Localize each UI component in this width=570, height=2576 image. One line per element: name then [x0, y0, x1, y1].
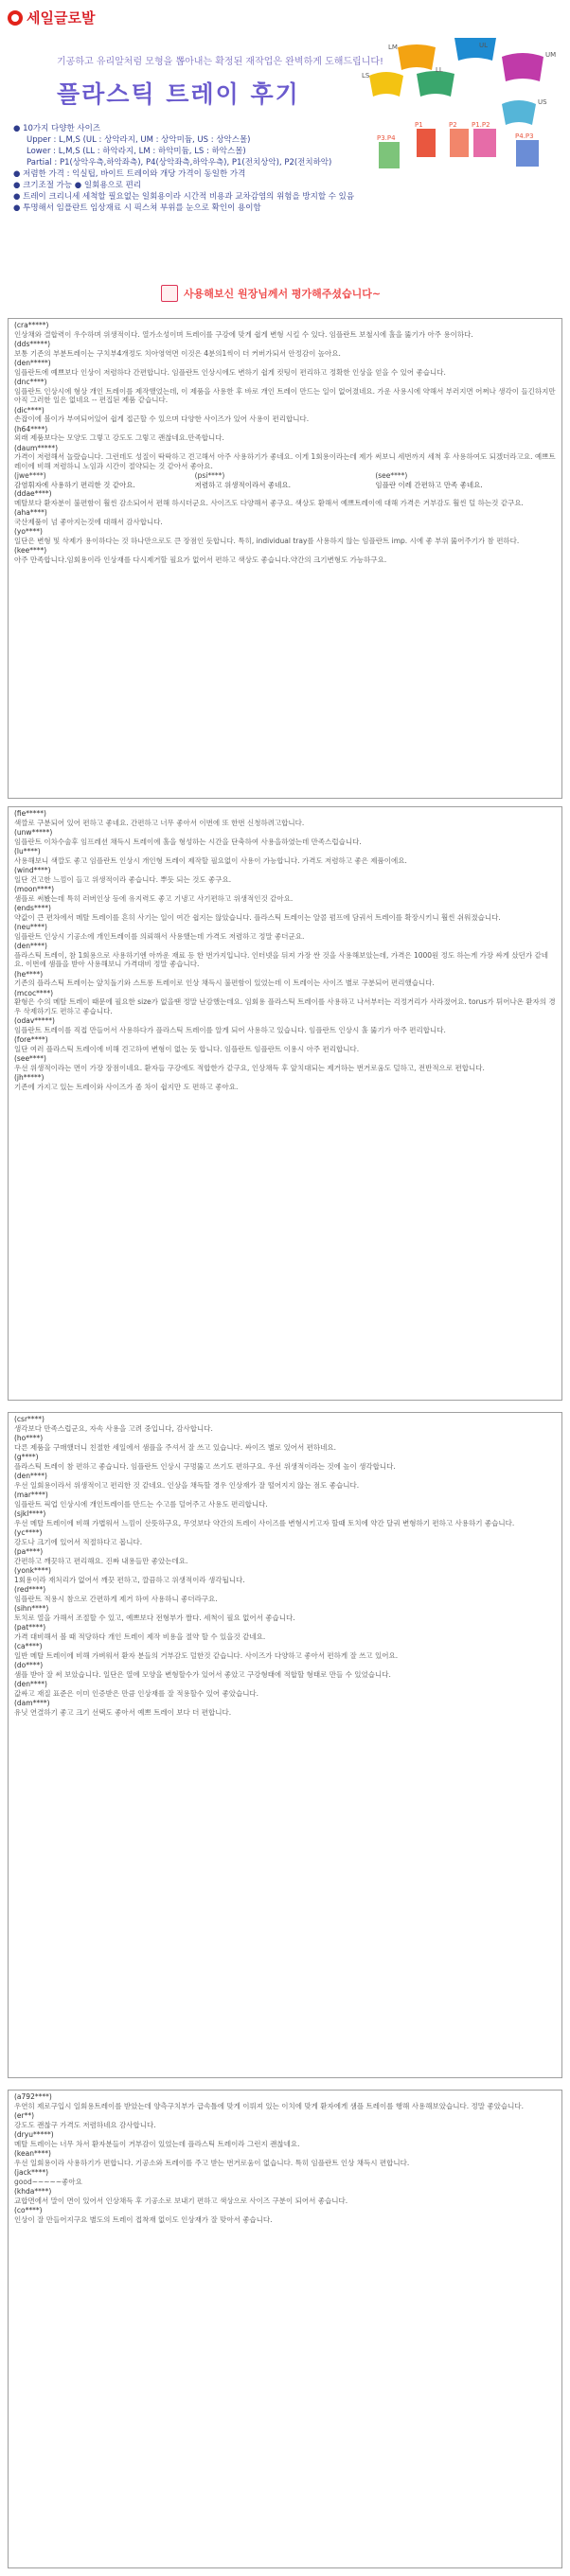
tray-p2-icon — [449, 121, 469, 157]
tray-label: UL — [479, 42, 489, 49]
review-user: (den****) — [14, 1680, 47, 1688]
review-user: (csr****) — [14, 1415, 45, 1423]
review-item — [14, 1585, 556, 1603]
review-text: 임플란트 픽업 인상시에 개인트레이를 만드는 수고를 덜어주고 사용도 편리합니다. — [14, 1499, 268, 1509]
review-user: (lu****) — [14, 847, 41, 856]
tray-p1-icon — [415, 121, 436, 157]
review-section-2 — [8, 806, 562, 1401]
review-user: (co****) — [14, 2206, 43, 2214]
review-item — [14, 2092, 556, 2110]
tray-lm-icon — [388, 44, 436, 70]
review-text: 가격이 저렴해서 놀랐습니다. 그런데도 성질이 딱딱하고 견고해서 아주 사용하기가 좋네요. 이게 1회용이라는데 제가 써보니 세번까지 세척 후 사용하여도 되겠더라고요. 예쁘트레이에 비해 저렴하니 노임과 시간이 절약되는 것 같아서 좋아요. — [14, 452, 556, 470]
review-item — [14, 2206, 556, 2224]
review-item — [14, 1509, 556, 1527]
review-user: (daum*****) — [14, 443, 59, 452]
review-item — [14, 1661, 556, 1679]
review-user: (yo****) — [14, 527, 43, 536]
review-user: (ends****) — [14, 904, 51, 912]
review-section-1 — [8, 318, 562, 799]
review-user: (ddae****) — [14, 489, 52, 498]
review-text: 임플란트 적용시 참으로 간편하게 제거 하여 사용하니 좋더라구요. — [14, 1594, 218, 1603]
feature-item: Lower : L,M,S (LL : 하악라지, LM : 하악미듐, LS : 하악스몰) — [27, 147, 246, 156]
review-item — [14, 809, 556, 827]
review-text: 외래 제품보다는 모양도 그렇고 강도도 그렇고 괜찮네요.만족합니다. — [14, 433, 224, 442]
review-row-triple — [14, 471, 556, 489]
review-text: 간편하고 깨끗하고 편리해요. 진짜 내용들만 좋았는데요. — [14, 1556, 188, 1565]
page-header — [0, 0, 570, 312]
review-user: (pa****) — [14, 1547, 44, 1556]
review-text: 교합면에서 말이 면이 있어서 인상채득 후 기공소로 보내기 편하고 색상으로 사이즈 구분이 되어서 좋습니다. — [14, 2196, 348, 2205]
tray-label: P4.P3 — [515, 132, 534, 140]
review-text: 생각보다 만족스럽군요, 자속 사용을 고려 중입니다, 감사합니다. — [14, 1423, 213, 1433]
review-item — [14, 508, 556, 526]
review-item — [14, 359, 556, 377]
review-user: (sjkl****) — [14, 1509, 46, 1518]
review-user: (wind****) — [14, 866, 51, 874]
review-user: (pat****) — [14, 1623, 46, 1632]
review-item — [14, 378, 556, 405]
tray-label: P1.P2 — [472, 121, 490, 129]
review-text: 가격 대비해서 볼 때 적당하다 개인 트레이 제작 비용을 절약 할 수 있을것 같네요. — [14, 1632, 266, 1641]
review-item — [14, 828, 556, 846]
review-user: (jwe****) — [14, 471, 46, 480]
review-user: (kee****) — [14, 546, 47, 555]
review-user: (den****) — [14, 1472, 47, 1480]
review-item — [14, 489, 556, 507]
review-section-4 — [8, 2090, 562, 2568]
review-text: 저렴하고 위생적이라서 좋네요. — [194, 480, 292, 489]
review-user: (yonk****) — [14, 1566, 51, 1575]
review-item — [14, 2130, 556, 2148]
tray-ll-icon — [417, 66, 454, 97]
review-text: 환형은 수의 메탈 트레이 때문에 필요한 size가 없을땐 정말 난감했는데요. 임회용 플라스틱 트레이를 사용하고 나서부터는 걱정거리가 사라졌어요. torus가 튀어나온 환자의 경우 삭제하기도 편하고 좋습니다. — [14, 997, 556, 1015]
tagline: 기공하고 유리알처럼 모형을 뽑아내는 확정된 재작업은 완벽하게 도해드립니다! — [57, 57, 384, 67]
review-item — [14, 1680, 556, 1698]
review-user: (dds*****) — [14, 340, 51, 348]
review-text: 우연히 제로구입시 일회용트레이를 받았는데 양측구치부가 급속틀에 맞게 이뤄져 있는 이치에 맞게 환자에게 샘플 트레이를 행해 사용해보았습니다. 정말 좋았습니다. — [14, 2101, 524, 2110]
review-item — [14, 2149, 556, 2167]
review-user: (sihn****) — [14, 1604, 49, 1613]
feature-item: Upper : L,M,S (UL : 상악라지, UM : 상악미듐, US : 상악스몰) — [27, 135, 251, 145]
review-user: (jack****) — [14, 2168, 48, 2177]
review-user: (moon****) — [14, 885, 55, 893]
review-text: 임플란트 인상시 기공소에 개인트레이를 의뢰해서 사용했는데 가격도 저렴하고 정말 좋더군요. — [14, 931, 305, 941]
review-text: 일단 건고한 느낌이 들고 위생적이라 좋습니다. 뿌듯 되는 것도 좋구요. — [14, 874, 232, 884]
review-user: (den****) — [14, 942, 47, 950]
review-text: 메탈 트레이는 너무 차서 환자분들이 거부감이 있었는데 플라스틱 트레이라 그런지 괜찮네요. — [14, 2139, 300, 2148]
review-item — [14, 1699, 556, 1717]
review-item — [14, 1054, 556, 1072]
feature-item: ● 투명해서 임플란트 임상재료 시 픽스쳐 부위를 눈으로 확인이 용이함 — [13, 203, 261, 213]
review-user: (neu****) — [14, 923, 47, 931]
review-user: (red****) — [14, 1585, 46, 1594]
review-user: (he****) — [14, 969, 44, 979]
review-user: (mcoc****) — [14, 988, 53, 997]
review-item — [14, 970, 556, 988]
tray-label: P3.P4 — [377, 134, 396, 142]
review-text: 손잡이에 볼이가 부여되어있어 쉽게 접근할 수 있으며 다양한 사이즈가 있어 사용이 편리합니다. — [14, 415, 310, 423]
review-item — [14, 2187, 556, 2205]
review-text: 우선 메탈 트레이에 비해 가볍워서 느낌이 산뜻하구요, 무엇보다 약간의 트레이 사이즈를 변형시키고자 할때 토치에 약간 달궈 변형하기 편하고 사용하기 좋습니다. — [14, 1518, 515, 1527]
review-text: 1회용이라 재처리가 없어서 깨끗 편하고, 깔끔하고 위생적이라 생각됩니다. — [14, 1575, 245, 1584]
review-user: (see****) — [14, 1054, 46, 1063]
tray-label: UM — [545, 51, 557, 59]
review-user: (jh*****) — [14, 1073, 45, 1082]
review-user: (dryu*****) — [14, 2130, 54, 2139]
review-text: 유닛 연결하기 좋고 크기 선택도 좋아서 예쁘 트레이 보다 더 편합니다. — [14, 1707, 232, 1717]
review-text: 강도도 괜찮구 가격도 저렴하네요 감사합니다. — [14, 2120, 156, 2129]
review-text: 다른 제품을 구매했더니 친절한 세일에서 샘플을 주셔서 잘 쓰고 있습니다. 싸이즈 별로 있어서 편하네요. — [14, 1442, 337, 1452]
review-item — [14, 1547, 556, 1565]
review-item — [14, 885, 556, 903]
review-text: 기존의 플라스틱 트레이는 앞치돌기와 스트롱 트레이로 인상 채득시 불편함이 있었는데 이 트레이는 사이즈 별로 구분되어 편리했습니다. — [14, 979, 435, 987]
review-text: 색깔로 구분되어 있어 편하고 좋네요. 간편하고 너무 좋아서 이번에 또 한번 신청하려고합니다. — [14, 818, 305, 827]
review-text: 플라스틱 트레이 참 편하고 좋습니다. 임플란트 인상시 구멍뚫고 쓰기도 편하구요. 우선 위생적이라는 것에 높이 생각합니다. — [14, 1461, 396, 1471]
review-text: 일단 여러 플라스틱 트레이에 비해 견고하여 변형이 없는 듯 합니다. 임플란트 임플란트 이용시 아주 편리합니다. — [14, 1044, 360, 1053]
review-text: 인상이 잘 만들어지구요 별도의 트레이 접착재 없이도 인상재가 잘 맞아서 좋습니다. — [14, 2214, 273, 2224]
review-section-3 — [8, 1412, 562, 2078]
review-item — [14, 989, 556, 1016]
review-item — [14, 471, 195, 489]
feature-item: ● 크기조절 가능 ● 일회용으로 편리 — [13, 181, 142, 190]
review-text: 강도나 크기에 있어서 적절하다고 봅니다. — [14, 1537, 143, 1546]
review-text: 임플란트 이차수술후 임프레션 채득시 트레이에 홀을 형성하는 시간을 단축하여 사용을하였는데 만족스럽습니다. — [14, 837, 362, 846]
review-text: 임플란트 인상시에 형상 개인 트레이를 제작했었는데, 이 제품을 사용한 후 바로 개인 트레이 만드는 일이 없어졌네요. 가운 사용시에 약해서 부러지면 어쩌나 생각이 들긴하지만 아직 그러한 일은 없네요 -- 편집된 제품 같습니다. — [14, 386, 556, 404]
review-user: (er**) — [14, 2111, 35, 2120]
review-text: 토치로 열을 가해서 조절할 수 있고, 예쁘보다 전형부가 짤다. 세척이 필요 없어서 좋습니다. — [14, 1613, 295, 1622]
review-user: (dam****) — [14, 1699, 50, 1707]
review-user: (psi****) — [194, 471, 225, 480]
tray-ls-icon — [362, 72, 403, 97]
review-item — [14, 1035, 556, 1053]
review-banner — [161, 284, 445, 303]
tray-sample-icon — [161, 285, 178, 302]
review-item — [14, 546, 556, 564]
review-user: (a792****) — [14, 2092, 52, 2101]
review-user: (mar****) — [14, 1491, 48, 1499]
review-item — [14, 444, 556, 471]
review-text: 우선 위생적이라는 면이 가장 장점이네요. 환자들 구강에도 적합한가 같구요, 인상채득 후 앞치대되는 제거하는 번거로움도 덜하고, 전반적으로 편합니다. — [14, 1063, 485, 1072]
review-user: (do****) — [14, 1661, 44, 1669]
review-text: 메탈보다 환자분이 불편함이 훨씬 감소되어서 편해 하시더군요. 사이즈도 다양해서 좋구요. 색상도 환해서 예쁘트레이에 대해 가격은 거부감도 훨씬 덜 하는것 같구요. — [14, 498, 524, 507]
review-item — [14, 406, 556, 424]
review-user: (ca****) — [14, 1642, 43, 1650]
review-item — [14, 1415, 556, 1433]
review-text: 임플란 이레 간편하고 만족 좋네요. — [375, 480, 483, 489]
review-item — [14, 866, 556, 884]
review-item — [14, 1642, 556, 1660]
review-user: (odav*****) — [14, 1016, 55, 1025]
tray-label: P2 — [449, 121, 457, 129]
review-text: 샘플로 써봤는데 특히 러버인상 등에 유지력도 좋고 기냉고 사기편하고 위생적인것 같아요. — [14, 893, 294, 903]
review-text: 보통 기존의 부분트레이는 구치부4개정도 치아영역면 이것은 4분의1씩이 더 커버가되서 안정감이 높아요. — [14, 348, 341, 358]
review-item — [14, 1016, 556, 1034]
review-user: (see****) — [375, 471, 408, 480]
review-text: 약값이 큰 편차에서 메탈 트레이를 흔히 사기는 일이 여간 쉽지는 않았습니다. 플라스틱 트레이는 알콜 펌프에 담궈서 트레이를 확장시키니 훨씬 쉬워졌습니다. — [14, 912, 501, 922]
review-item — [14, 527, 556, 545]
review-user: (aha****) — [14, 508, 47, 517]
review-item — [14, 1528, 556, 1546]
review-text: 일단은 변형 및 삭제가 용이하다는 것 하나만으로도 큰 장점인 듯합니다. 특히, individual tray를 사용하지 않는 임플란트 imp. 시에 좋 부위 뚫어주기가 참 편하다. — [14, 536, 520, 545]
tray-us-icon — [502, 98, 547, 125]
review-item — [14, 321, 556, 339]
review-user: (dnc****) — [14, 378, 47, 386]
review-text: 감염휘자에 사용하기 편리한 것 같아요. — [14, 480, 135, 489]
review-text: 기존에 가지고 있는 트레이와 사이즈가 좀 차이 쉽지만 도 편하고 좋아요. — [14, 1082, 239, 1091]
tray-label: LM — [388, 44, 398, 51]
review-item — [14, 904, 556, 922]
page-title: 플라스틱 트레이 후기 — [57, 80, 300, 108]
tray-um-icon — [502, 51, 556, 81]
review-user: (fore****) — [14, 1035, 48, 1044]
review-text: 플라스틱 트레이, 참 1회용으로 사용하기엔 아까운 재료 등 한 번가지입니다. 인터넷을 뒤져 가장 싼 것을 사용해보았는데, 가격은 1000원 정도 하는게 가장 싸게 샀던가 같네요. 이번에 샘플을 받아 사용해보니 가격대비 정말 좋습니다. — [14, 950, 549, 968]
review-text: 아주 만족합니다.임회용이라 인상재를 다시제거할 필요가 없어서 편하고 색상도 좋습니다.약간의 크기변형도 가능하구요. — [14, 555, 387, 564]
review-user: (h64****) — [14, 424, 48, 433]
feature-item: ● 저렴한 가격 : 익실팁, 바이트 트레이와 개당 가격이 동일한 가격 — [13, 169, 246, 179]
review-item — [14, 923, 556, 941]
review-text: 우선 일회용이라서 위생적이고 편리한 것 같네요. 인상을 채득할 경우 인상재가 잘 떨어지지 않는 점도 좋습니다. — [14, 1480, 360, 1490]
feature-item: Partial : P1(상악우측,하악좌측), P4(상악좌측,하악우측), P1(전치상악), P2(전치하악) — [27, 158, 332, 168]
feature-list — [13, 123, 392, 214]
tray-p1p2-icon — [472, 121, 496, 157]
review-user: (den*****) — [14, 359, 51, 367]
tray-label: LL — [436, 66, 443, 74]
review-user: (fie*****) — [14, 809, 46, 818]
review-user: (yc****) — [14, 1528, 43, 1537]
review-user: (cra*****) — [14, 321, 49, 329]
review-text: 인상채와 결합력이 우수하며 위생적이다. 열가소성이며 트레이를 구강에 맞게 쉽게 변형 시킬 수 있다. 임플란트 보철시에 홀을 뚫기가 아주 용이하다. — [14, 329, 473, 339]
review-item — [14, 1604, 556, 1622]
review-user: (ho****) — [14, 1434, 44, 1442]
tray-label: P1 — [415, 121, 423, 129]
review-text: 우선 일회용이라 사용하기가 편합니다. 기공소와 트레이를 주고 받는 번거로움이 없습니다. 특히 임플란트 인상 채득시 편합니다. — [14, 2158, 410, 2167]
review-item — [375, 471, 556, 489]
review-text: 국산제품이 넘 좋아지는것에 대해서 감사합니다. — [14, 517, 163, 526]
feature-item: ● 트레이 크리니세 세척할 필요없는 일회용이라 시간적 비용과 교차감염의 위험을 방지할 수 있음 — [13, 192, 355, 202]
review-text: 임플란트에 예쁘보다 인상이 저렴하다 간편합니다. 임플란트 인상시에도 변하기 쉽게 컷팅이 편리하고 정확한 인상을 얻을 수 있어 좋습니다. — [14, 367, 446, 377]
review-text: 값싸고 재질 표준은 이미 인증받은 만큼 인상재를 잘 적용할수 있어 좋았습니다. — [14, 1688, 259, 1698]
review-user: (dic****) — [14, 405, 45, 415]
review-item — [14, 1623, 556, 1641]
review-item — [14, 1566, 556, 1584]
review-item — [14, 2168, 556, 2186]
review-item — [14, 1073, 556, 1091]
review-user: (khda****) — [14, 2187, 52, 2196]
brand-logo[interactable] — [8, 8, 95, 27]
review-item — [14, 1491, 556, 1509]
review-item — [14, 847, 556, 865]
review-user: (g****) — [14, 1453, 39, 1461]
brand-logo-icon — [8, 10, 23, 26]
review-user: (kean****) — [14, 2149, 51, 2158]
review-text: 임플란트 트레이를 직접 만들어서 사용하다가 플라스틱 트레이를 알게 되어 사용하고 있습니다. 임플란트 인상시 홀 뚫기가 아주 편리합니다. — [14, 1025, 446, 1034]
tray-label: LS — [362, 72, 370, 79]
tray-p4p3-icon — [515, 132, 539, 167]
review-item — [14, 1453, 556, 1471]
review-item — [14, 340, 556, 358]
review-text: good~~~~~좋아요 — [14, 2177, 82, 2186]
review-item — [14, 1472, 556, 1490]
banner-text: 사용해보신 원장님께서 평가해주셨습니다~ — [184, 288, 382, 300]
review-item — [14, 425, 556, 443]
review-text: 일반 메탈 트레이에 비해 가벼워서 환자 분들의 거부감도 덜한것 같습니다. 사이즈가 다양하고 좋아서 편하게 잘 쓰고 있어요. — [14, 1650, 399, 1660]
review-item — [195, 471, 376, 489]
review-item — [14, 942, 556, 969]
review-user: (unw*****) — [14, 828, 53, 837]
feature-item: ● 10가지 다양한 사이즈 — [13, 124, 101, 133]
tray-label: US — [538, 98, 547, 106]
review-text: 샘플 받아 잘 써 보았습니다. 일단은 열에 모양을 변형할수가 있어서 좋았고 구강형태에 적합할 형태로 만들 수 있었습니다. — [14, 1669, 391, 1679]
review-text: 사용해보니 색깔도 좋고 임플란트 인상시 개인형 트레이 제작할 필요없이 사용이 가능합니다. 가격도 저렴하고 좋은 제품이에요. — [14, 856, 407, 865]
review-item — [14, 2111, 556, 2129]
review-item — [14, 1434, 556, 1452]
tray-ul-icon — [454, 38, 496, 61]
brand-name: 세일글로발 — [27, 9, 96, 26]
